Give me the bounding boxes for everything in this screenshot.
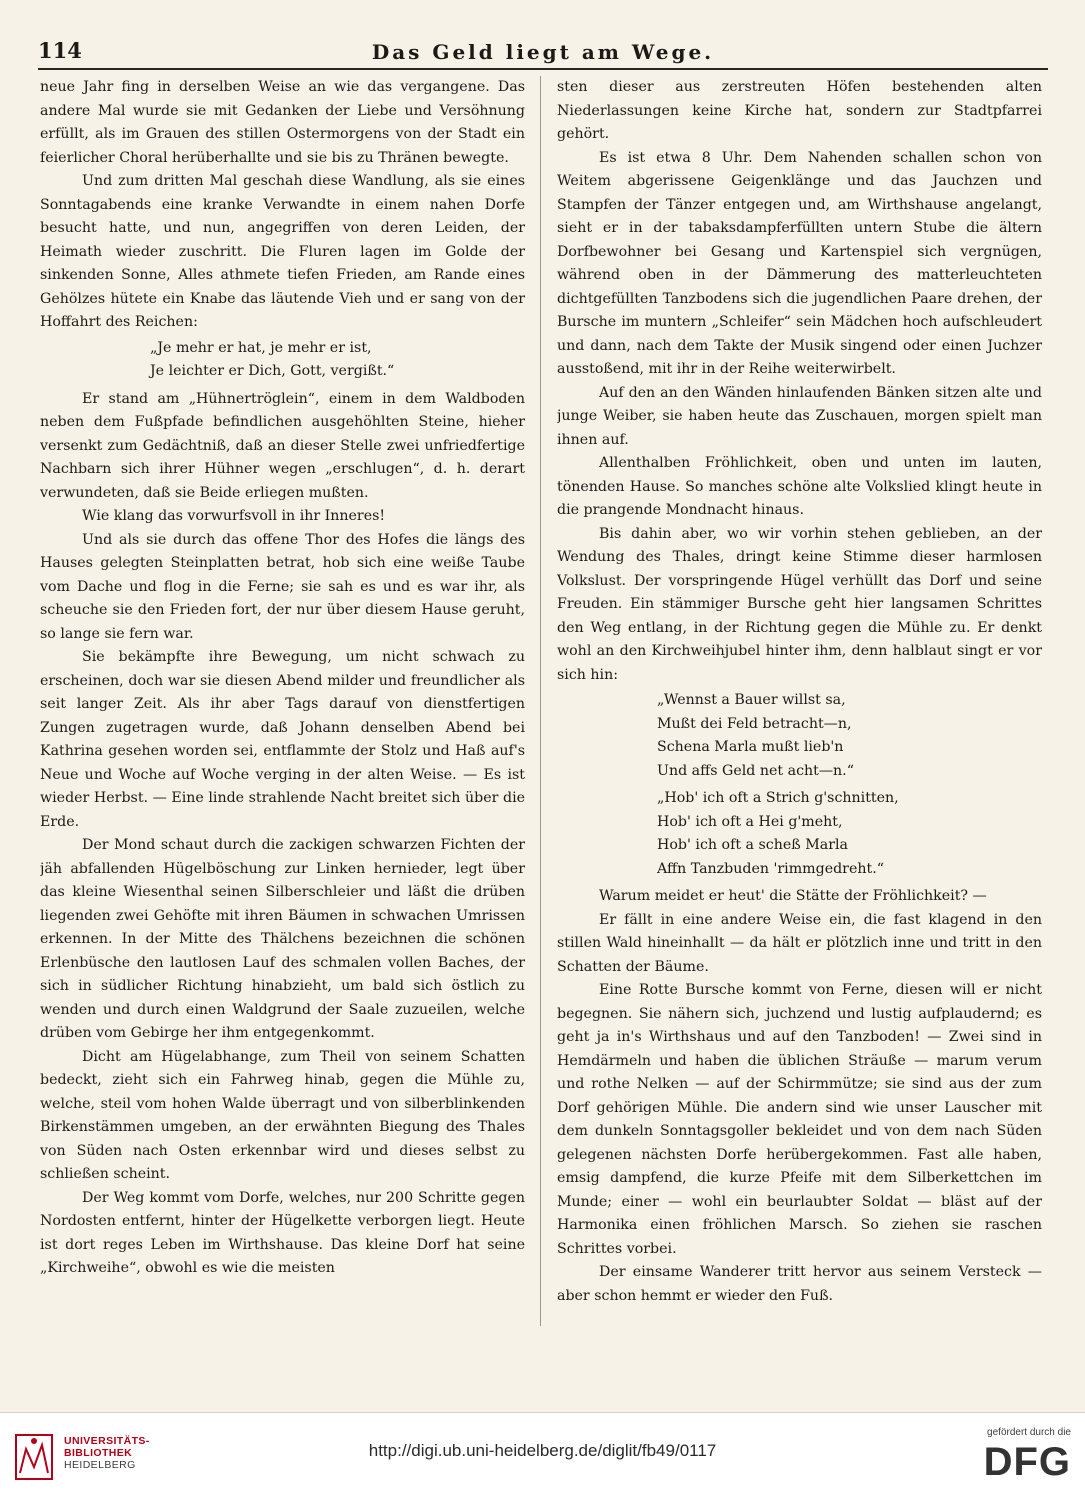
verse-stanza: [557, 787, 1042, 881]
verse-line: Hob' ich oft a Hei g'meht,: [657, 813, 843, 830]
university-seal-icon: [10, 1427, 58, 1485]
page-number: 114: [38, 38, 82, 63]
verse-stanza: [40, 337, 525, 384]
verse-line: Und affs Geld net acht—n.“: [657, 762, 854, 779]
verse-line: Je leichter er Dich, Gott, vergißt.“: [150, 363, 395, 379]
paragraph: Der einsame Wanderer tritt hervor aus seinem Versteck — aber schon hemmt er wieder den Fuß.: [557, 1264, 1042, 1304]
paragraph: Eine Rotte Bursche kommt von Ferne, diesen will er nicht begegnen. Sie nähern sich, juchzend und lustig aufplaudernd; es geht ja in's Wirthshaus und auf den Tanzboden! — Zwei sind in Hemdärmeln und haben die üblichen Sträuße — marum verum und rothe Nelken — auf der Schirmmütze; sie sind aus der zum Dorf gehörigen Mühle. Die andern sind wie unser Lauscher mit dem dunkeln Sonntagsgoller bekleidet und von dem nach Süden gelegenen nächsten Dorfe herübergekommen. Fast alle haben, emsig dampfend, die kurze Pfeife mit dem Silberkettchen im Munde; einer — wohl ein beurlaubter Soldat — bläst auf der Harmonika einen fröhlichen Marsch. So ziehen sie raschen Schrittes vorbei.: [557, 982, 1042, 1257]
verse-stanza: [557, 689, 1042, 783]
permalink-url[interactable]: http://digi.ub.uni-heidelberg.de/diglit/fb49/0117: [368, 1441, 717, 1460]
header-rule: [38, 68, 1048, 70]
paragraph: Auf den an den Wänden hinlaufenden Bänken sitzen alte und junge Weiber, sie haben heute das Zuschauen, morgen spielt man ihnen auf.: [557, 384, 1042, 448]
verse-line: „Wennst a Bauer willst sa,: [657, 692, 846, 708]
library-name[interactable]: UNIVERSITÄTS- BIBLIOTHEK HEIDELBERG: [64, 1435, 150, 1471]
paragraph: Und als sie durch das offene Thor des Hofes die längs des Hauses gelegten Steinplatten betrat, hob sich eine weiße Taube vom Dache und flog in die Ferne; sie sah es und es war ihr, als scheuche sie den Frieden fort, der nur über diesem Hause geruht, so lange sie fern war.: [40, 531, 525, 642]
funding-credit: [951, 1427, 1071, 1482]
paragraph: Allenthalben Fröhlichkeit, oben und unten im lauten, tönenden Hause. So manches schöne alte Volkslied klingt heute in die prangende Mondnacht hinaus.: [557, 455, 1042, 518]
paragraph: Sie bekämpfte ihre Bewegung, um nicht schwach zu erscheinen, doch war sie diesen Abend milder und freundlicher als seit langer Zeit. Als ihr aber Tags darauf von dienstfertigen Zungen zugetragen wurde, daß Johann denselben Abend bei Kathrina gesehen worden sei, entflammte der Stolz und Haß auf's Neue und Woche auf Woche verging in der alten Weise. — Es ist wieder Herbst. — Eine linde strahlende Nacht breitet sich über die Erde.: [40, 649, 525, 830]
paragraph: Dicht am Hügelabhange, zum Theil von seinem Schatten bedeckt, zieht sich ein Fahrweg hinab, gegen die Mühle zu, welche, steil vom hohen Walde überragt und von silberblinkenden Birkenstämmen umgeben, an der erwähnten Biegung des Thales von Süden nach Osten erkennbar wird und dieses selbst zu schließen scheint.: [40, 1048, 525, 1182]
verse-line: Mußt dei Feld betracht—n,: [657, 715, 852, 732]
verse-line: Schena Marla mußt lieb'n: [657, 739, 844, 755]
verse-line: „Hob' ich oft a Strich g'schnitten,: [657, 790, 899, 806]
paragraph: Wie klang das vorwurfsvoll in ihr Inneres!: [82, 508, 386, 524]
paragraph: Er stand am „Hühnertröglein“, einem in dem Waldboden neben dem Fußpfade befindlichen ausgehöhlten Steine, hieher versenkt zum Gedächtniß, daß an dieser Stelle zwei unfriedfertige Nachbarn sich ihrer Hühner wegen „erschlugen“, d. h. derart verwundeten, daß sie Beide erliegen mußten.: [40, 390, 525, 501]
running-title: Das Geld liegt am Wege.: [371, 40, 715, 64]
funded-by-text: gefördert durch die: [987, 1427, 1071, 1438]
verse-line: Hob' ich oft a scheß Marla: [657, 837, 849, 853]
verse-line: „Je mehr er hat, je mehr er ist,: [150, 339, 372, 356]
paragraph: Der Mond schaut durch die zackigen schwarzen Fichten der jäh abfallenden Hügelböschung zur Linken hernieder, legt über das kleine Wiesenthal seinen Silberschleier und läßt die drüben liegenden zwei Gehöfte mit ihren Bäumen in schwachen Umrissen erkennen. In der Mitte des Thälchens bezeichnen die schönen Erlenbüsche den lautlosen Lauf des schmalen vollen Baches, der sich in südlicher Richtung hinabzieht, um bald sich östlich zu wenden und durch einen Waldgrund der Saale zuzueilen, welche drüben vom Gebirge her ihm entgegenkommt.: [40, 837, 525, 1041]
paragraph: Es ist etwa 8 Uhr. Dem Nahenden schallen schon von Weitem abgerissene Geigenklänge und das Jauchzen und Stampfen der Tänzer entgegen und, am Wirthshause angelangt, sieht er in der tabaksdampferfüllten untern Stube die ältern Dorfbewohner bei Gesang und Kartenspiel sich vergnügen, während oben in der Dämmerung des matterleuchteten dichtgefüllten Tanzbodens sich die jugendlichen Paare drehen, der Bursche im muntern „Schleifer“ sein Mädchen hoch aufschleudert und dann, nach dem Takte der Musik singend oder einen Juchzer ausstoßend, mit ihr in der Reihe weiterwirbelt.: [557, 149, 1042, 377]
digitization-footer: [0, 1412, 1085, 1499]
page-header: [38, 38, 1048, 72]
paragraph: Bis dahin aber, wo wir vorhin stehen geblieben, an der Wendung des Thales, dringt keine Stimme dieser harmlosen Volkslust. Der vorspringende Hügel verhüllt das Dorf und seine Freuden. Ein stämmiger Bursche geht hier langsamen Schrittes den Weg entlang, in der Richtung gegen die Mühle zu. Er denkt wohl an den Kirchweihjubel hinter ihm, denn halblaut singt er vor sich hin:: [557, 525, 1042, 683]
paragraph: neue Jahr fing in derselben Weise an wie das vergangene. Das andere Mal wurde sie mit Gedanken der Liebe und Versöhnung erfüllt, als im Grauen des stillen Ostermorgens von der Stadt ein feierlicher Choral herüberhallte und sie bis zu Thränen bewegte.: [40, 79, 525, 166]
verse-line: Affn Tanzbuden 'rimmgedreht.“: [657, 860, 884, 877]
paragraph: Und zum dritten Mal geschah diese Wandlung, als sie eines Sonntagabends eine kranke Verwandte in einem nahen Dorfe besucht hatte, und nun, angegriffen von deren Leiden, der Heimath wieder zuschritt. Die Fluren lagen im Golde der sinkenden Sonne, Alles athmete tiefen Frieden, am Rande eines Gehölzes hütete ein Knabe das läutende Vieh und er sang von der Hoffahrt des Reichen:: [40, 173, 525, 330]
paragraph: sten dieser aus zerstreuten Höfen bestehenden alten Niederlassungen keine Kirche hat, sondern zur Stadtpfarrei gehört.: [557, 79, 1042, 142]
paragraph: Warum meidet er heut' die Stätte der Fröhlichkeit? —: [599, 888, 987, 904]
dfg-logo[interactable]: DFG: [983, 1440, 1071, 1484]
paragraph: Er fällt in eine andere Weise ein, die fast klagend in den stillen Wald hineinhallt — da hält er plötzlich inne und tritt in den Schatten der Bäume.: [557, 911, 1042, 975]
left-text-column: [40, 76, 525, 1326]
paragraph: Der Weg kommt vom Dorfe, welches, nur 200 Schritte gegen Nordosten entfernt, hinter der Hügelkette verborgen liegt. Heute ist dort reges Leben im Wirthshause. Das kleine Dorf hat seine „Kirchweihe“, obwohl es wie die meisten: [40, 1189, 525, 1276]
right-text-column: [557, 76, 1042, 1326]
column-divider: [540, 76, 541, 1326]
